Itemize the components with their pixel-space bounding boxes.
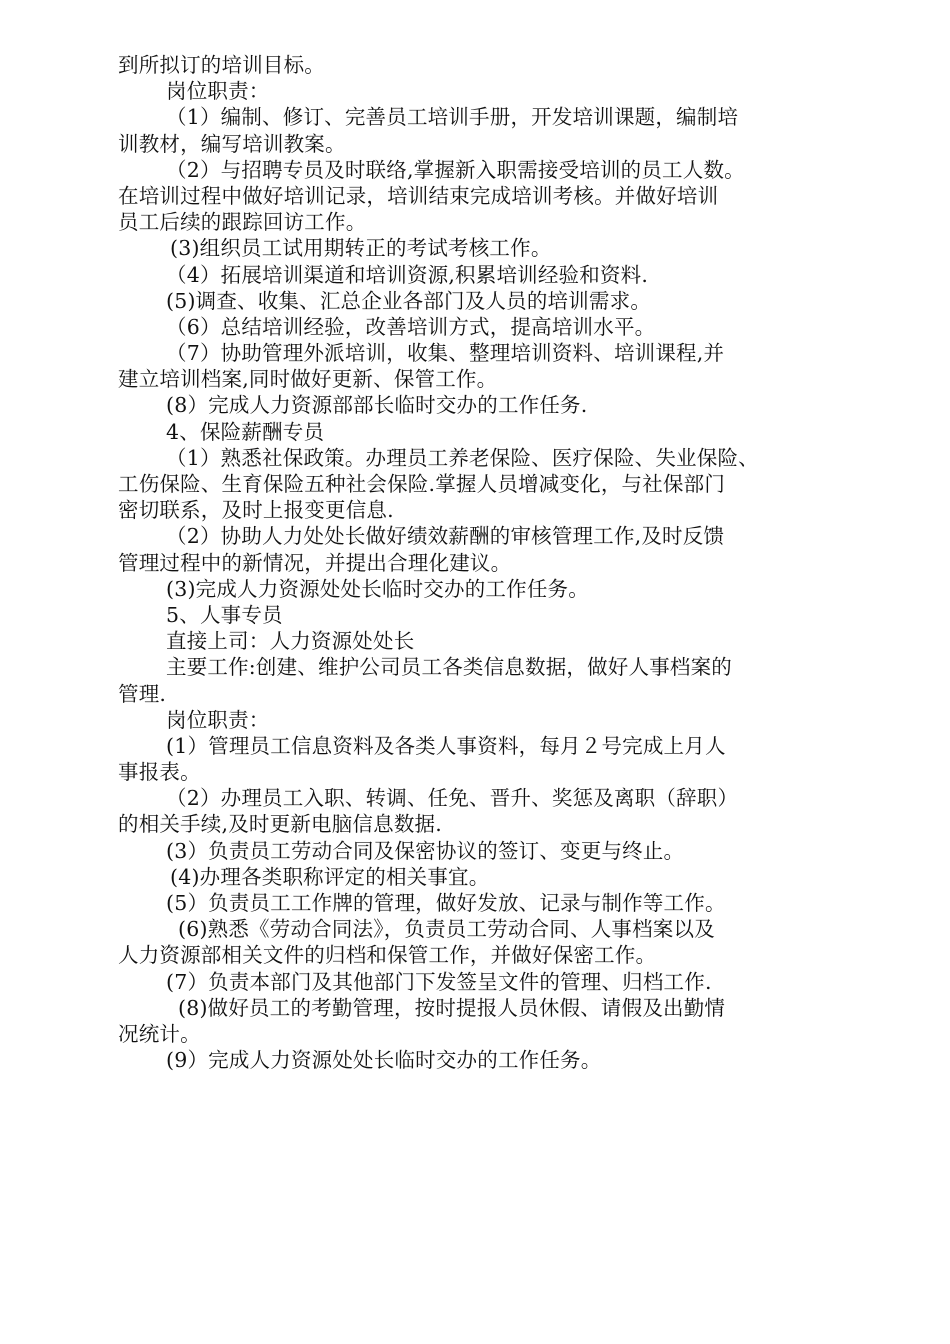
text-line: (3)组织员工试用期转正的考试考核工作。 — [170, 236, 552, 261]
text-line: 直接上司：人力资源处处长 — [166, 629, 415, 654]
text-line: (6)熟悉《劳动合同法》，负责员工劳动合同、人事档案以及 — [178, 917, 715, 942]
text-line: 管理. — [118, 681, 167, 706]
text-line: （2）与招聘专员及时联络,掌握新入职需接受培训的员工人数。 — [166, 157, 745, 182]
text-line: （6）总结培训经验，改善培训方式，提高培训水平。 — [166, 314, 656, 339]
text-line: （2）协助人力处处长做好绩效薪酬的审核管理工作,及时反馈 — [166, 524, 725, 549]
text-line: （1）编制、修订、完善员工培训手册，开发培训课题，编制培 — [166, 105, 739, 130]
section-heading: 4、保险薪酬专员 — [166, 419, 325, 444]
text-line: (5）负责员工工作牌的管理，做好发放、记录与制作等工作。 — [166, 891, 726, 915]
text-line: (3）负责员工劳动合同及保密协议的签订、变更与终止。 — [166, 838, 685, 863]
text-line: 管理过程中的新情况，并提出合理化建议。 — [118, 550, 512, 575]
text-line: 工伤保险、生育保险五种社会保险.掌握人员增减变化，与社保部门 — [118, 472, 726, 496]
text-line: 的相关手续,及时更新电脑信息数据. — [118, 812, 442, 837]
text-line: 主要工作:创建、维护公司员工各类信息数据，做好人事档案的 — [166, 655, 733, 680]
text-line: （4）拓展培训渠道和培训资源,积累培训经验和资料. — [166, 262, 649, 287]
text-line: (4)办理各类职称评定的相关事宜。 — [170, 864, 490, 889]
text-line: (1）管理员工信息资料及各类人事资料，每月２号完成上月人 — [166, 733, 726, 758]
text-line: 建立培训档案,同时做好更新、保管工作。 — [118, 367, 498, 392]
text-line: 员工后续的跟踪回访工作。 — [118, 210, 367, 235]
text-line: (8)做好员工的考勤管理，按时提报人员休假、请假及出勤情 — [178, 995, 726, 1020]
text-line: (3)完成人力资源处处长临时交办的工作任务。 — [166, 576, 589, 601]
text-line: (9）完成人力资源处处长临时交办的工作任务。 — [166, 1048, 602, 1073]
text-line: (5)调查、收集、汇总企业各部门及人员的培训需求。 — [166, 288, 652, 313]
section-heading: 5、人事专员 — [166, 602, 283, 627]
text-line: 况统计。 — [118, 1021, 201, 1046]
text-line: 密切联系，及时上报变更信息. — [118, 498, 394, 523]
document-body — [118, 52, 838, 1073]
text-line: (7）负责本部门及其他部门下发签呈文件的管理、归档工作. — [166, 969, 712, 994]
text-line: 在培训过程中做好培训记录，培训结束完成培训考核。并做好培训 — [118, 183, 719, 208]
text-line: 到所拟订的培训目标。 — [118, 53, 325, 77]
text-line: 岗位职责： — [166, 707, 270, 732]
text-line: （2）办理员工入职、转调、任免、晋升、奖惩及离职（辞职） — [166, 786, 739, 811]
text-line: 训教材，编写培训教案。 — [118, 131, 346, 156]
text-line: 事报表。 — [118, 760, 201, 785]
text-line: 岗位职责： — [166, 79, 270, 104]
text-line: （1）熟悉社保政策。办理员工养老保险、医疗保险、失业保险、 — [166, 445, 759, 470]
text-line: 人力资源部相关文件的归档和保管工作，并做好保密工作。 — [118, 943, 657, 968]
text-line: （7）协助管理外派培训，收集、整理培训资料、培训课程,并 — [166, 341, 725, 366]
text-line: (8）完成人力资源部部长临时交办的工作任务. — [166, 393, 588, 418]
